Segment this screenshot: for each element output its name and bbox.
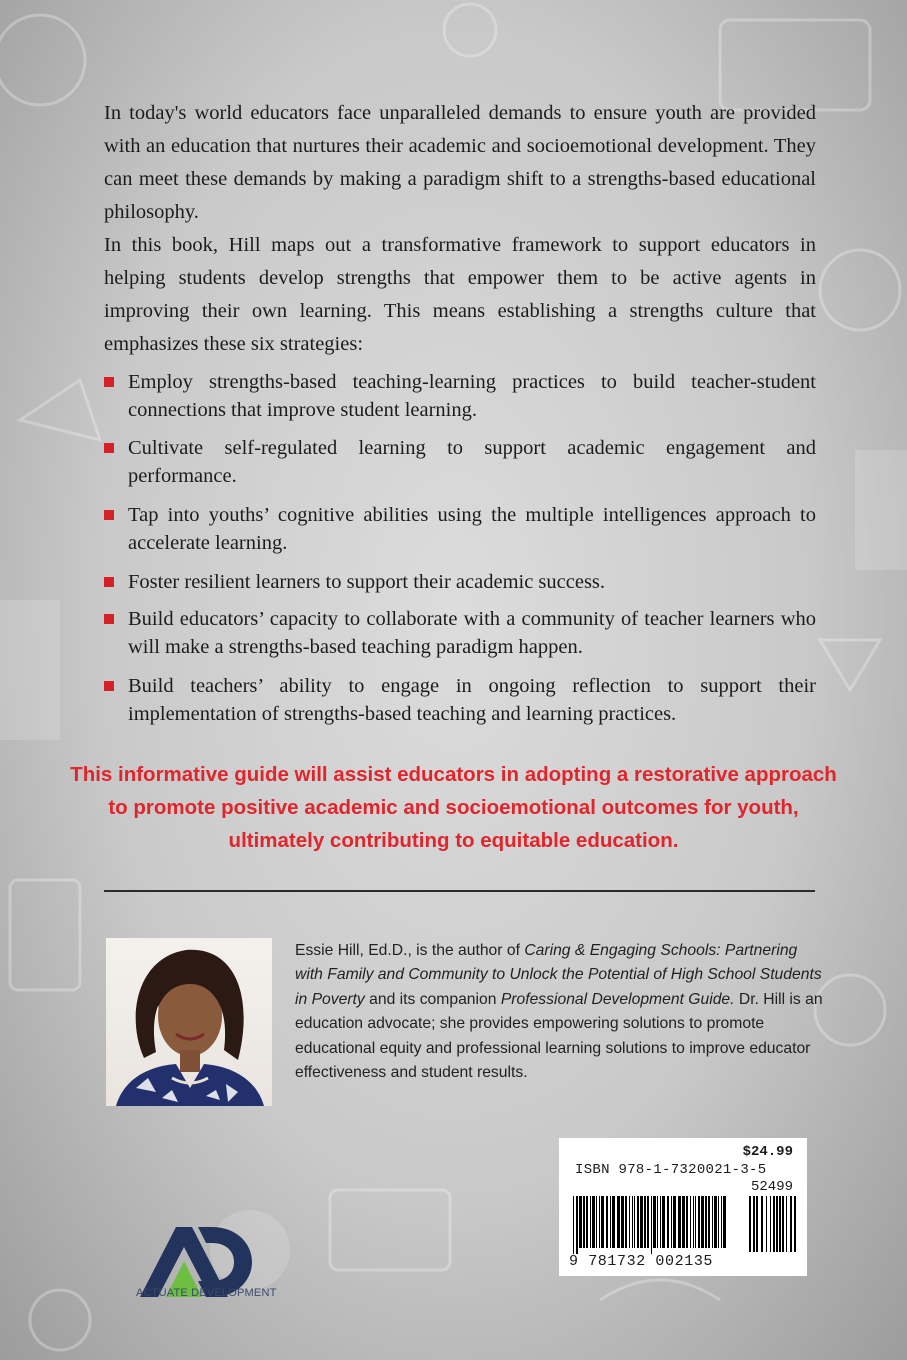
price-label: $24.99 — [742, 1144, 793, 1160]
strategy-text: Build teachers’ ability to engage in ongoing reflection to support their implementation of strengths-based teaching and learning practices. — [128, 675, 816, 725]
publisher-name: ACTUATE DEVELOPMENT — [136, 1287, 277, 1299]
bullet-square-icon — [104, 377, 114, 387]
intro-paragraph-1: In today's world educators face unparalleled demands to ensure youth are provided with an education that nurtures their academic and socioemotional development. They can meet these demands by making a paradigm shift to a strengths-based educational philosophy. — [104, 102, 816, 223]
author-portrait-image — [106, 938, 272, 1106]
strategy-text: Employ strengths-based teaching-learning practices to build teacher-student connections that improve student learning. — [128, 371, 816, 421]
divider-rule — [104, 890, 815, 892]
intro-paragraph-2: In this book, Hill maps out a transformative framework to support educators in helping students develop strengths that empower them to be active agents in improving their own learning. This means establishing a strengths culture that emphasizes these six strategies: — [104, 234, 816, 355]
list-item — [104, 672, 816, 728]
highlight-statement: This informative guide will assist educators in adopting a restorative approach to promote positive academic and socioemotional outcomes for youth, ultimately contributing to equitable education. — [70, 763, 837, 852]
strategy-text: Build educators’ capacity to collaborate with a community of teacher learners who will make a strengths-based teaching paradigm happen. — [128, 608, 816, 658]
price-code-label: 52499 — [750, 1179, 793, 1195]
bio-mid: and its companion — [364, 990, 501, 1008]
list-item — [104, 434, 816, 490]
bio-lead: Essie Hill, Ed.D., is the author of — [295, 942, 525, 959]
list-item — [104, 605, 816, 661]
list-item — [104, 368, 816, 424]
barcode-digits: 9 781732 002135 — [569, 1253, 714, 1270]
isbn-barcode-block — [559, 1138, 807, 1276]
bullet-square-icon — [104, 443, 114, 453]
bio-book-title: Caring & Engaging Schools: Partnering with Family and Community to Unlock the Potential of High School Students in Poverty — [295, 942, 822, 1008]
bullet-square-icon — [104, 614, 114, 624]
list-item — [104, 568, 816, 596]
bullet-square-icon — [104, 681, 114, 691]
bullet-square-icon — [104, 577, 114, 587]
strategy-text: Cultivate self-regulated learning to support academic engagement and performance. — [128, 437, 816, 487]
strategy-text: Foster resilient learners to support their academic success. — [128, 571, 606, 593]
author-bio — [295, 939, 825, 1085]
isbn-label: ISBN 978-1-7320021-3-5 — [575, 1162, 767, 1178]
bio-guide-title: Professional Development Guide. — [500, 990, 735, 1008]
author-photo — [106, 938, 272, 1106]
list-item — [104, 501, 816, 557]
bio-rest: Dr. Hill is an education advocate; she provides empowering solutions to promote educational equity and professional learning solutions to improve educator effectiveness and student results. — [295, 990, 823, 1082]
bullet-square-icon — [104, 510, 114, 520]
strategy-text: Tap into youths’ cognitive abilities using the multiple intelligences approach to accelerate learning. — [128, 504, 816, 554]
